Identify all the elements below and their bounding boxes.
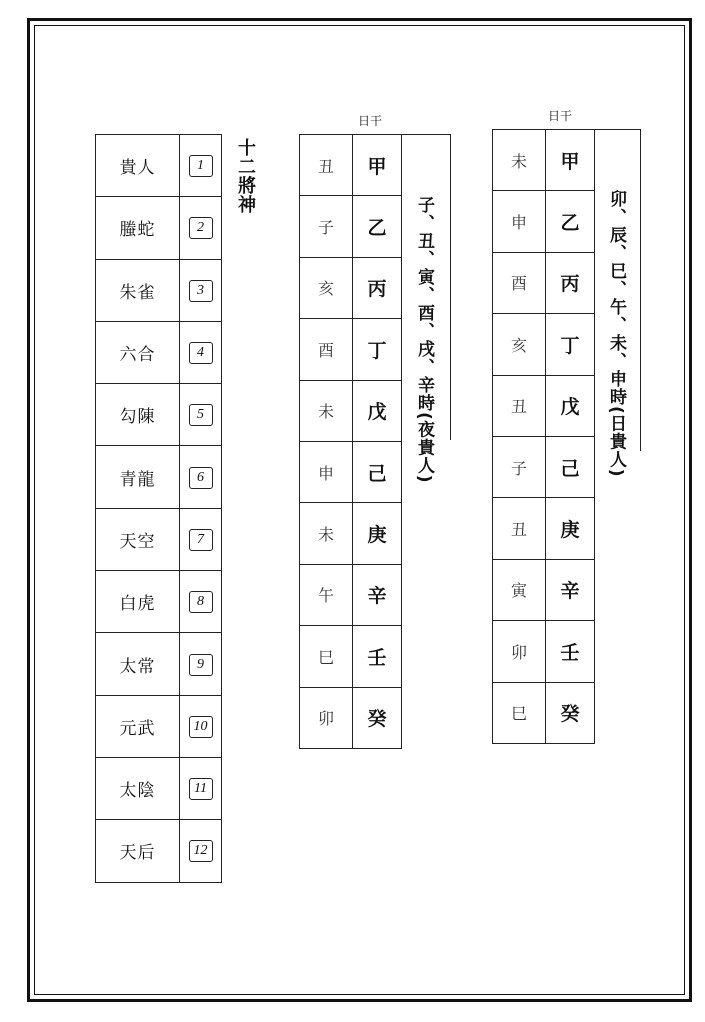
general-name: 天空 bbox=[96, 508, 180, 570]
table-row bbox=[96, 633, 222, 695]
general-number-cell bbox=[180, 384, 222, 446]
general-number-cell bbox=[180, 259, 222, 321]
table-row bbox=[300, 135, 402, 196]
heavenly-stem: 己 bbox=[546, 436, 595, 497]
heavenly-stem: 辛 bbox=[353, 564, 402, 625]
day-bracket-top bbox=[594, 129, 640, 130]
table-row bbox=[493, 621, 595, 682]
night-day-stem-header: 日干 bbox=[358, 114, 383, 128]
general-number: 5 bbox=[189, 404, 213, 426]
earthly-branch: 寅 bbox=[493, 559, 546, 620]
earthly-branch: 申 bbox=[300, 441, 353, 502]
heavenly-stem: 丁 bbox=[353, 319, 402, 380]
earthly-branch: 酉 bbox=[300, 319, 353, 380]
table-row bbox=[300, 257, 402, 318]
earthly-branch: 亥 bbox=[493, 314, 546, 375]
table-row bbox=[493, 191, 595, 252]
table-row bbox=[96, 695, 222, 757]
general-name: 螣蛇 bbox=[96, 197, 180, 259]
earthly-branch: 申 bbox=[493, 191, 546, 252]
earthly-branch: 未 bbox=[300, 380, 353, 441]
day-noble-caption: 卯、辰、巳、午、未、申時(日貴人) bbox=[606, 190, 626, 478]
earthly-branch: 亥 bbox=[300, 257, 353, 318]
general-name: 太常 bbox=[96, 633, 180, 695]
earthly-branch: 午 bbox=[300, 564, 353, 625]
heavenly-stem: 戊 bbox=[353, 380, 402, 441]
general-name: 元武 bbox=[96, 695, 180, 757]
night-bracket-top bbox=[402, 134, 450, 135]
heavenly-stem: 甲 bbox=[353, 135, 402, 196]
earthly-branch: 酉 bbox=[493, 252, 546, 313]
table-row bbox=[96, 571, 222, 633]
table-row bbox=[96, 508, 222, 570]
heavenly-stem: 庚 bbox=[546, 498, 595, 559]
table-row bbox=[96, 259, 222, 321]
general-number-cell bbox=[180, 820, 222, 882]
general-name: 貴人 bbox=[96, 135, 180, 197]
general-number: 4 bbox=[189, 342, 213, 364]
day-bracket-side bbox=[640, 129, 641, 451]
general-name: 朱雀 bbox=[96, 259, 180, 321]
earthly-branch: 丑 bbox=[493, 375, 546, 436]
table-row bbox=[493, 498, 595, 559]
general-number-cell bbox=[180, 571, 222, 633]
table-row bbox=[96, 820, 222, 882]
heavenly-stem: 丙 bbox=[353, 257, 402, 318]
general-number-cell bbox=[180, 197, 222, 259]
table-row bbox=[96, 757, 222, 819]
general-name: 青龍 bbox=[96, 446, 180, 508]
general-number: 3 bbox=[189, 280, 213, 302]
general-number: 6 bbox=[189, 467, 213, 489]
general-number-cell bbox=[180, 633, 222, 695]
table-row bbox=[300, 687, 402, 748]
earthly-branch: 卯 bbox=[300, 687, 353, 748]
table-row bbox=[96, 446, 222, 508]
heavenly-stem: 辛 bbox=[546, 559, 595, 620]
general-name: 太陰 bbox=[96, 757, 180, 819]
general-number-cell bbox=[180, 446, 222, 508]
general-name: 天后 bbox=[96, 820, 180, 882]
heavenly-stem: 乙 bbox=[546, 191, 595, 252]
general-number: 1 bbox=[189, 155, 213, 177]
general-number: 9 bbox=[189, 654, 213, 676]
earthly-branch: 未 bbox=[300, 503, 353, 564]
general-number: 10 bbox=[189, 716, 213, 738]
heavenly-stem: 乙 bbox=[353, 196, 402, 257]
table-row bbox=[300, 503, 402, 564]
general-number-cell bbox=[180, 135, 222, 197]
general-number-cell bbox=[180, 695, 222, 757]
table-row bbox=[493, 436, 595, 497]
heavenly-stem: 戊 bbox=[546, 375, 595, 436]
earthly-branch: 巳 bbox=[300, 626, 353, 687]
day-day-stem-header: 日干 bbox=[548, 109, 573, 123]
heavenly-stem: 丙 bbox=[546, 252, 595, 313]
earthly-branch: 丑 bbox=[300, 135, 353, 196]
table-row bbox=[493, 130, 595, 191]
earthly-branch: 巳 bbox=[493, 682, 546, 743]
general-number-cell bbox=[180, 508, 222, 570]
heavenly-stem: 癸 bbox=[353, 687, 402, 748]
table-row bbox=[493, 559, 595, 620]
heavenly-stem: 癸 bbox=[546, 682, 595, 743]
earthly-branch: 未 bbox=[493, 130, 546, 191]
earthly-branch: 子 bbox=[300, 196, 353, 257]
table-row bbox=[300, 564, 402, 625]
general-number-cell bbox=[180, 321, 222, 383]
general-number: 2 bbox=[189, 217, 213, 239]
heavenly-stem: 庚 bbox=[353, 503, 402, 564]
table-row bbox=[300, 319, 402, 380]
general-number: 11 bbox=[189, 778, 213, 800]
table-row bbox=[96, 321, 222, 383]
general-number: 12 bbox=[189, 840, 213, 862]
earthly-branch: 卯 bbox=[493, 621, 546, 682]
general-number-cell bbox=[180, 757, 222, 819]
general-name: 白虎 bbox=[96, 571, 180, 633]
table-row bbox=[96, 135, 222, 197]
general-number: 8 bbox=[189, 591, 213, 613]
general-name: 六合 bbox=[96, 321, 180, 383]
table-row bbox=[300, 196, 402, 257]
table-row bbox=[493, 375, 595, 436]
earthly-branch: 子 bbox=[493, 436, 546, 497]
table-row bbox=[493, 314, 595, 375]
night-noble-table bbox=[299, 134, 402, 749]
table-row bbox=[300, 441, 402, 502]
earthly-branch: 丑 bbox=[493, 498, 546, 559]
table-row bbox=[300, 380, 402, 441]
heavenly-stem: 壬 bbox=[546, 621, 595, 682]
day-noble-table bbox=[492, 129, 595, 744]
heavenly-stem: 丁 bbox=[546, 314, 595, 375]
general-number: 7 bbox=[189, 529, 213, 551]
table-row bbox=[96, 197, 222, 259]
twelve-generals-table bbox=[95, 134, 222, 883]
table-row bbox=[493, 252, 595, 313]
table-row bbox=[300, 626, 402, 687]
night-bracket-side bbox=[450, 134, 451, 440]
table-row bbox=[493, 682, 595, 743]
heavenly-stem: 己 bbox=[353, 441, 402, 502]
night-noble-caption: 子、丑、寅、酉、戌、辛時(夜貴人) bbox=[414, 196, 434, 484]
twelve-generals-title: 十二將神 bbox=[235, 138, 256, 214]
heavenly-stem: 壬 bbox=[353, 626, 402, 687]
table-row bbox=[96, 384, 222, 446]
heavenly-stem: 甲 bbox=[546, 130, 595, 191]
general-name: 勾陳 bbox=[96, 384, 180, 446]
